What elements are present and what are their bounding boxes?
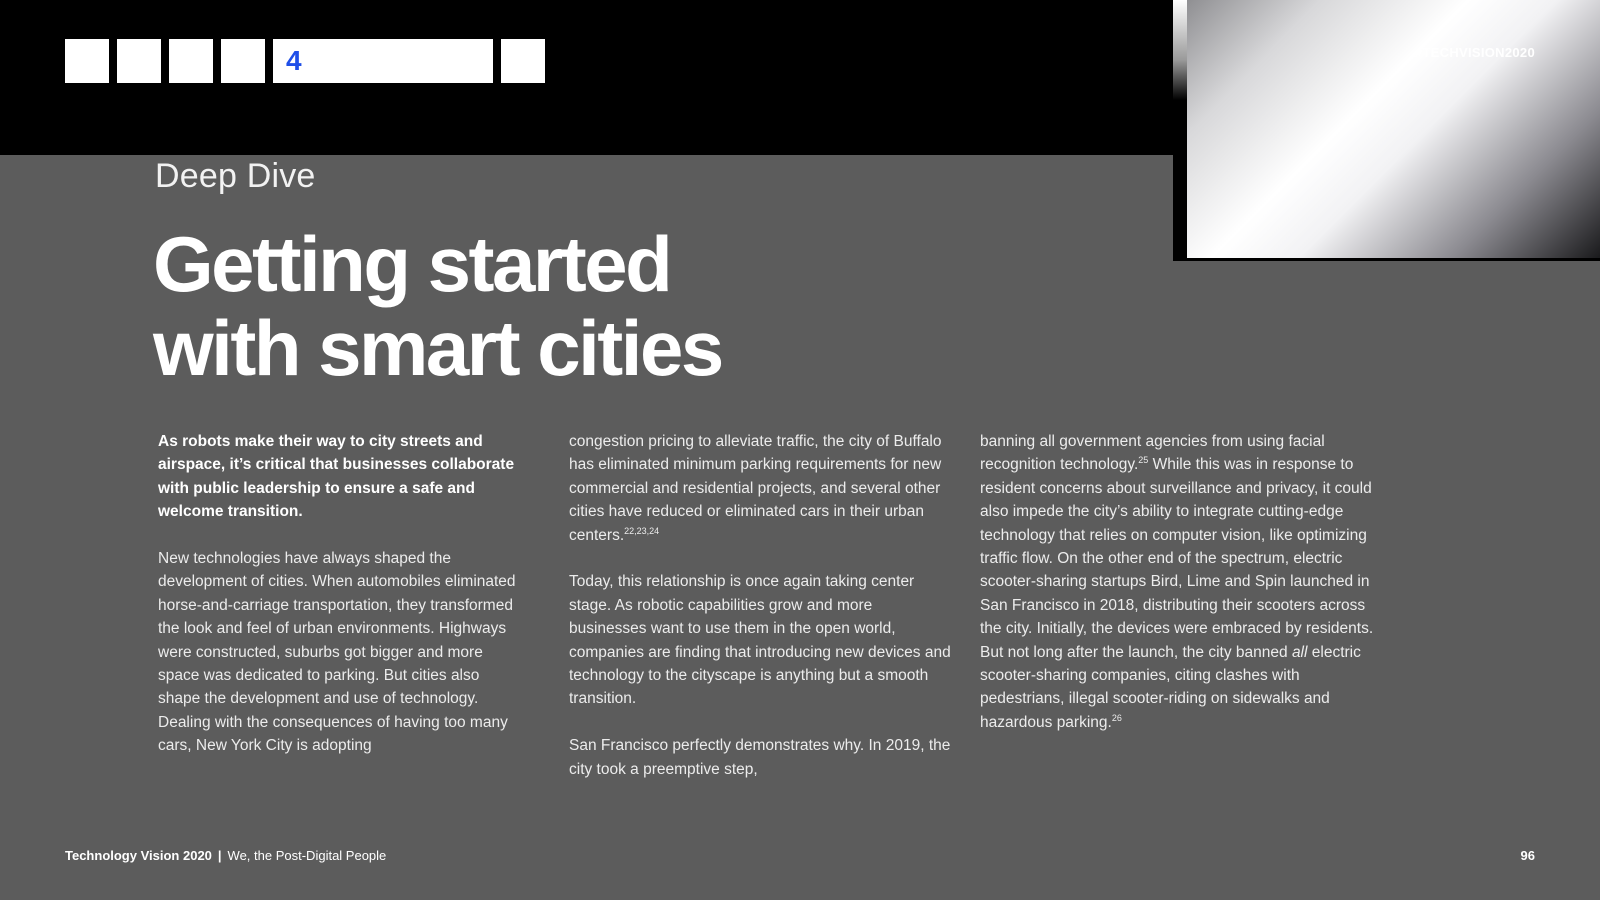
body-paragraph	[980, 430, 1380, 734]
lede-paragraph: As robots make their way to city streets and airspace, it’s critical that businesses collaborate with public leadership to ensure a safe and welcome transition.	[158, 433, 515, 521]
body-text: While this was in response to resident concerns about surveillance and privacy, it could also impede the city’s ability to integrate cutting-edge technology that relies on computer vision, like optimizing traffic flow. On the other end of the spectrum, electric scooter-sharing startups Bird, Lime and Spin launched in San Francisco in 2018, distributing their scooters across the city. Initially, the devices were embraced by residents. But not long after the launch, the city banned	[980, 456, 1374, 661]
chapter-tab-2[interactable]	[117, 39, 161, 83]
hero-image-gradient	[1187, 0, 1600, 258]
emphasis-text: all	[1291, 643, 1308, 661]
text-column-3	[980, 430, 1380, 734]
footer-separator: |	[217, 848, 222, 863]
text-column-2	[569, 430, 953, 781]
body-text: electric scooter-sharing companies, citing clashes with pedestrians, illegal scooter-riding on sidewalks and hazardous parking.	[980, 643, 1361, 731]
footer	[65, 848, 386, 863]
page-title	[153, 222, 722, 390]
body-text: banning all government agencies from using facial recognition technology.	[980, 433, 1325, 474]
footnote-ref[interactable]: 22,23,24	[624, 525, 660, 536]
chapter-tab-6[interactable]	[501, 39, 545, 83]
chapter-tab-1[interactable]	[65, 39, 109, 83]
footnote-ref[interactable]: 25	[1138, 455, 1149, 466]
body-paragraph: Today, this relationship is once again taking center stage. As robotic capabilities grow and more businesses want to use them in the open world, companies are finding that introducing new devices and technology to the cityscape is anything but a smooth transition.	[569, 573, 951, 708]
body-paragraph	[569, 430, 953, 547]
chapter-tab-4[interactable]	[221, 39, 265, 83]
chapter-tab-active[interactable]: 4	[273, 39, 493, 83]
hero-image-edge	[1173, 0, 1187, 100]
top-band	[0, 0, 1173, 155]
page-number: 96	[1520, 848, 1535, 863]
chapter-nav	[65, 39, 545, 83]
hashtag-label: #TECHVISION2020	[1414, 45, 1535, 60]
body-paragraph: New technologies have always shaped the development of cities. When automobiles eliminated horse-and-carriage transportation, they transformed the look and feel of urban environments. Highways were constructed, suburbs got bigger and more space was dedicated to parking. But cities also shape the development and use of technology. Dealing with the consequences of having too many cars, New York City is adopting	[158, 550, 516, 755]
page-title-line-2: with smart cities	[153, 304, 722, 392]
hero-image	[1173, 0, 1600, 261]
body-text: congestion pricing to alleviate traffic, the city of Buffalo has eliminated minimum parking requirements for new commercial and residential projects, and several other cities have reduced or eliminated cars in their urban centers.	[569, 433, 942, 544]
footnote-ref[interactable]: 26	[1111, 712, 1122, 723]
page-title-line-1: Getting started	[153, 220, 671, 308]
footer-tagline: We, the Post-Digital People	[227, 848, 387, 863]
chapter-tab-3[interactable]	[169, 39, 213, 83]
footer-brand: Technology Vision 2020	[65, 848, 212, 863]
body-paragraph: San Francisco perfectly demonstrates why. In 2019, the city took a preemptive step,	[569, 737, 951, 778]
text-column-1	[158, 430, 522, 758]
section-label: Deep Dive	[155, 157, 316, 195]
